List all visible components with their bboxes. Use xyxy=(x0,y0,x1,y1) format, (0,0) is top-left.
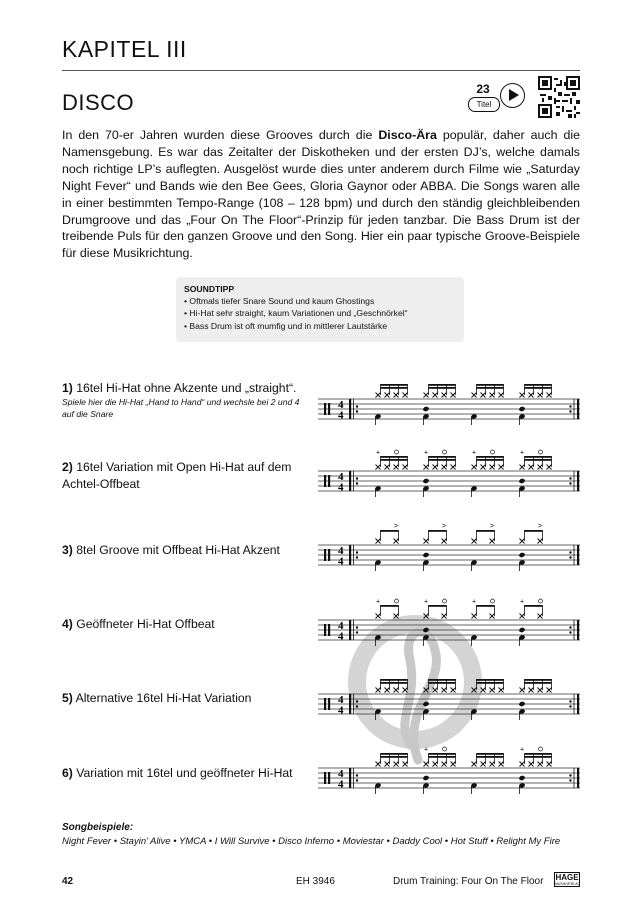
example-number: 2) xyxy=(62,460,73,474)
example-5 xyxy=(62,690,312,707)
open-mark xyxy=(491,599,495,603)
closed-mark: + xyxy=(424,746,429,754)
repeat-start xyxy=(349,694,351,714)
time-signature-top: 4 xyxy=(338,694,344,706)
drum-notation-staff xyxy=(318,744,580,794)
time-signature-top: 4 xyxy=(338,620,344,632)
open-mark xyxy=(395,450,399,454)
track-label: Titel xyxy=(468,97,500,112)
chapter-title: KAPITEL III xyxy=(62,36,187,62)
closed-mark: + xyxy=(520,449,525,457)
example-note: Spiele hier die Hi-Hat „Hand to Hand“ und wechsle bei 2 und 4 auf die Snare xyxy=(62,397,300,419)
time-signature-top: 4 xyxy=(338,545,344,557)
example-label: 16tel Variation mit Open Hi-Hat auf dem Achtel-Offbeat xyxy=(62,460,292,491)
chapter-divider xyxy=(62,70,580,71)
drum-notation-staff xyxy=(318,596,580,646)
soundtip-box xyxy=(176,277,464,342)
example-1 xyxy=(62,380,312,420)
publisher-logo: HAGE MUSIKVERLAG xyxy=(555,873,581,886)
soundtip-item: • Bass Drum ist oft mumfig und in mittlerer Lautstärke xyxy=(184,320,388,331)
section-title: DISCO xyxy=(62,90,135,115)
open-mark xyxy=(443,599,447,603)
time-signature-top: 4 xyxy=(338,471,344,483)
example-label: 8tel Groove mit Offbeat Hi-Hat Akzent xyxy=(76,543,280,557)
repeat-start xyxy=(349,620,351,640)
open-mark xyxy=(491,450,495,454)
time-signature-bottom: 4 xyxy=(338,409,344,422)
track-number: 23 xyxy=(476,82,490,96)
example-label: Geöffneter Hi-Hat Offbeat xyxy=(76,617,215,631)
open-mark xyxy=(539,747,543,751)
example-label: 16tel Hi-Hat ohne Akzente und „straight“. xyxy=(76,381,297,395)
intro-highlight: Disco-Ära xyxy=(378,128,437,142)
repeat-end xyxy=(577,399,579,419)
accent-mark: > xyxy=(490,523,495,530)
songs-title: Songbeispiele: xyxy=(62,822,134,833)
drum-notation-staff xyxy=(318,670,580,720)
audio-track-badge[interactable] xyxy=(467,82,527,112)
repeat-end xyxy=(577,768,579,788)
open-mark xyxy=(443,747,447,751)
closed-mark: + xyxy=(376,449,381,457)
repeat-start xyxy=(349,768,351,788)
example-6 xyxy=(62,765,312,782)
book-title: Drum Training: Four On The Floor xyxy=(393,876,544,887)
soundtip-item: • Hi-Hat sehr straight, kaum Variationen und „Geschnörkel“ xyxy=(184,308,408,319)
repeat-end xyxy=(577,471,579,491)
time-signature-top: 4 xyxy=(338,399,344,411)
closed-mark: + xyxy=(520,598,525,606)
edition-code: EH 3946 xyxy=(296,876,335,887)
example-number: 4) xyxy=(62,617,73,631)
repeat-start xyxy=(349,399,351,419)
play-icon[interactable] xyxy=(500,83,525,108)
accent-mark: > xyxy=(538,523,543,530)
accent-mark: > xyxy=(442,523,447,530)
songs-list: Night Fever • Stayin’ Alive • YMCA • I Will Survive • Disco Inferno • Moviestar • Daddy Cool • Hot Stuff • Relight My Fire xyxy=(62,836,561,847)
example-3 xyxy=(62,542,312,559)
repeat-end xyxy=(577,545,579,565)
soundtip-item: • Oftmals tiefer Snare Sound und kaum Ghostings xyxy=(184,296,375,307)
closed-mark: + xyxy=(376,598,381,606)
page-number: 42 xyxy=(62,876,74,887)
example-4 xyxy=(62,616,312,633)
drum-notation-staff xyxy=(318,521,580,571)
closed-mark: + xyxy=(472,598,477,606)
open-mark xyxy=(443,450,447,454)
repeat-start xyxy=(349,545,351,565)
time-signature-bottom: 4 xyxy=(338,778,344,791)
repeat-end xyxy=(577,620,579,640)
repeat-end xyxy=(577,694,579,714)
time-signature-bottom: 4 xyxy=(338,630,344,643)
closed-mark: + xyxy=(472,449,477,457)
closed-mark: + xyxy=(424,449,429,457)
time-signature-top: 4 xyxy=(338,768,344,780)
example-number: 3) xyxy=(62,543,73,557)
drum-notation-staff xyxy=(318,447,580,497)
accent-mark: > xyxy=(394,523,399,530)
example-number: 5) xyxy=(62,691,73,705)
soundtip-title: SOUNDTIPP xyxy=(184,284,235,294)
time-signature-bottom: 4 xyxy=(338,555,344,568)
closed-mark: + xyxy=(520,746,525,754)
time-signature-bottom: 4 xyxy=(338,704,344,717)
time-signature-bottom: 4 xyxy=(338,481,344,494)
repeat-start xyxy=(349,471,351,491)
example-number: 6) xyxy=(62,766,73,780)
drum-notation-staff xyxy=(318,375,580,425)
open-mark xyxy=(395,599,399,603)
open-mark xyxy=(539,450,543,454)
closed-mark: + xyxy=(424,598,429,606)
qr-code-icon[interactable] xyxy=(538,76,580,118)
intro-paragraph: In den 70-er Jahren wurden diese Grooves durch die Disco-Ära populär, daher auch die Namensgebung. Es war das Zeitalter der Diskotheken und der ersten DJ’s, welche damals noch richtige LP’s auflegten. Ausgelöst wurde dies unter anderem durch Filme wie „Saturday Night Fever“ und Bands wie den Bee Gees, Gloria Gaynor oder ABBA. Die Songs waren alle in einer bestimmten Tempo-Range (108 – 128 bpm) und durch den ständig gleichbleibenden Drumgroove und das „Four On The Floor“-Prinzip für jeden tanzbar. Die Bass Drum ist der treibende Puls für den ganzen Groove und den Song. Hier ein paar typische Groove-Beispiele für diese Musikrichtung. xyxy=(62,128,580,261)
example-label: Variation mit 16tel und geöffneter Hi-Hat xyxy=(76,766,293,780)
open-mark xyxy=(539,599,543,603)
example-number: 1) xyxy=(62,381,73,395)
example-label: Alternative 16tel Hi-Hat Variation xyxy=(75,691,252,705)
example-2 xyxy=(62,459,312,493)
